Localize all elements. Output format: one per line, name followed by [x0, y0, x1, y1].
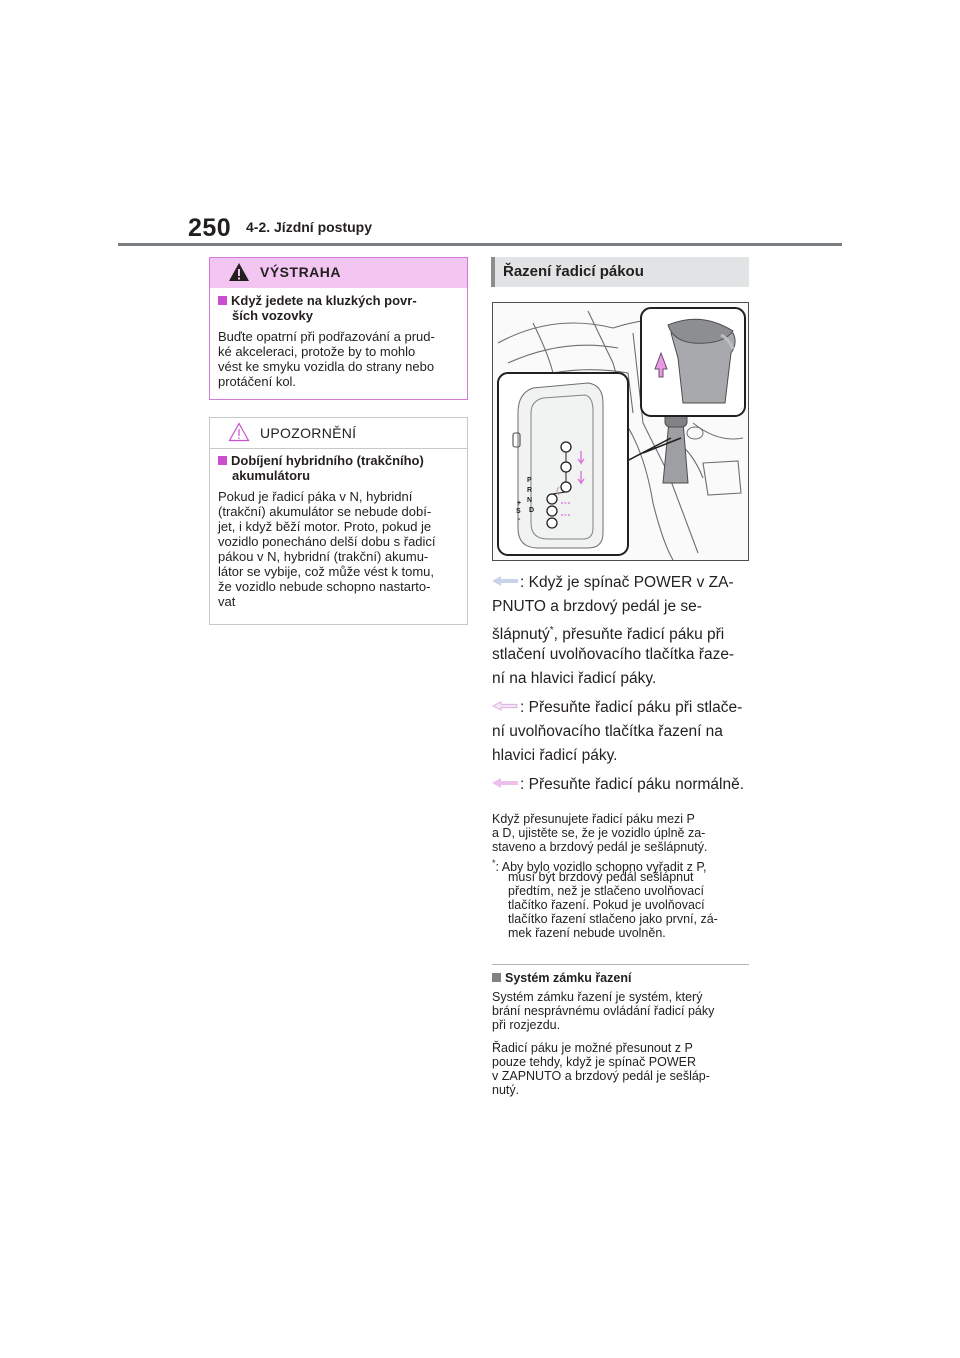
gear-label-d: D [529, 507, 535, 514]
heading-accent-bar [491, 257, 495, 287]
shift-lock-title: Systém zámku řazení [492, 971, 754, 985]
caution-line: vat [218, 594, 236, 609]
caution-line: vozidlo ponecháno delší dobu s řadicí [218, 534, 436, 549]
inset-knob [641, 308, 745, 416]
arrow1-line: šlápnutý*, přesuňte řadicí páku při [492, 625, 725, 644]
warning-box [209, 257, 468, 400]
shift-lever-drawing [493, 303, 748, 560]
caution-box [209, 417, 468, 625]
gear-label-minus: - [518, 516, 521, 523]
arrow2-line: : Přesuňte řadicí páku při stlače- [492, 696, 754, 720]
gear-label-s: S [516, 508, 521, 515]
caution-line: (trakční) akumulátor se nebude dobí- [218, 504, 432, 519]
section-title: 4-2. Jízdní postupy [246, 219, 373, 235]
caution-triangle-icon [228, 422, 250, 442]
shift-lock-line: Řadicí páku je možné přesunout z P [492, 1041, 693, 1055]
note-line: staveno a brzdový pedál je sešlápnutý. [492, 840, 708, 854]
arrow1-line: stlačení uvolňovacího tlačítka řaze- [492, 646, 735, 663]
caution-title-cont: akumulátoru [232, 468, 311, 483]
caution-line: že vozidlo nebude schopno nastarto- [218, 579, 431, 594]
footnote-line: tlačítko řazení stlačeno jako první, zá- [508, 912, 718, 926]
footnote-line: *: Aby bylo vozidlo schopno vyřadit z P, [492, 858, 707, 875]
caution-title: Dobíjení hybridního (trakčního) [218, 453, 424, 468]
arrow-solid-icon [492, 576, 518, 586]
warning-line: ké akceleraci, protože by to mohlo [218, 344, 416, 359]
warning-line: vést ke smyku vozidla do strany nebo [218, 359, 435, 374]
note-line: Když přesunujete řadicí páku mezi P [492, 812, 695, 826]
section-heading [491, 257, 749, 287]
gear-label-r: R [527, 487, 533, 494]
shift-lock-line: brání nesprávnému ovládání řadicí páky [492, 1004, 715, 1018]
footnote-line: mek řazení nebude uvolněn. [508, 926, 666, 940]
warning-label: VÝSTRAHA [260, 264, 342, 280]
arrow3-line: : Přesuňte řadicí páku normálně. [492, 773, 754, 797]
warning-title-cont: ších vozovky [232, 308, 313, 323]
warning-line: Buďte opatrní při podřazování a prud- [218, 329, 435, 344]
warning-header [210, 258, 467, 288]
footnote-line: tlačítko řazení. Pokud je uvolňovací [508, 898, 705, 912]
warning-title: Když jedete na kluzkých povr- [218, 293, 417, 308]
divider [492, 964, 749, 965]
bullet-square-icon [492, 973, 501, 982]
section-heading-text: Řazení řadicí pákou [503, 263, 644, 280]
caution-line: jet, i když běží motor. Proto, pokud je [218, 519, 432, 534]
shift-lock-line: Systém zámku řazení je systém, který [492, 990, 703, 1004]
gear-label-plus: + [517, 500, 522, 507]
arrow2-line: ní uvolňovacího tlačítka řazení na [492, 723, 723, 740]
warning-triangle-icon [228, 262, 250, 282]
shift-lock-line: pouze tehdy, když je spínač POWER [492, 1055, 697, 1069]
footnote-line: musí být brzdový pedál sešlápnut [508, 870, 694, 884]
caution-line: Pokud je řadicí páka v N, hybridní [218, 489, 413, 504]
shift-lock-line: při rozjezdu. [492, 1018, 561, 1032]
shift-lever-illustration [492, 302, 749, 561]
page-number: 250 [188, 214, 232, 242]
arrow2-line: hlavici řadicí páky. [492, 747, 618, 764]
warning-line: protáčení kol. [218, 374, 297, 389]
caution-header [210, 418, 467, 449]
shift-lock-line: nutý. [492, 1083, 520, 1097]
bullet-square-icon [218, 456, 227, 465]
arrow-pink-icon [492, 778, 518, 788]
inset-gate [498, 373, 628, 555]
gear-label-n: N [527, 497, 533, 504]
arrow1-line: : Když je spínač POWER v ZA- [492, 571, 754, 595]
header-rule [118, 243, 842, 246]
arrow1-line: PNUTO a brzdový pedál je se- [492, 598, 702, 615]
shift-lock-line: v ZAPNUTO a brzdový pedál je sešláp- [492, 1069, 710, 1083]
arrow1-line: ní na hlavici řadicí páky. [492, 670, 657, 687]
bullet-square-icon [218, 296, 227, 305]
gear-label-p: P [527, 477, 532, 484]
note-line: a D, ujistěte se, že je vozidlo úplně za- [492, 826, 706, 840]
caution-line: látor se vybije, což může vést k tomu, [218, 564, 435, 579]
caution-label: UPOZORNĚNÍ [260, 425, 357, 441]
caution-line: pákou v N, hybridní (trakční) akumu- [218, 549, 429, 564]
arrow-outline-icon [492, 701, 518, 711]
footnote-line: předtím, než je stlačeno uvolňovací [508, 884, 704, 898]
